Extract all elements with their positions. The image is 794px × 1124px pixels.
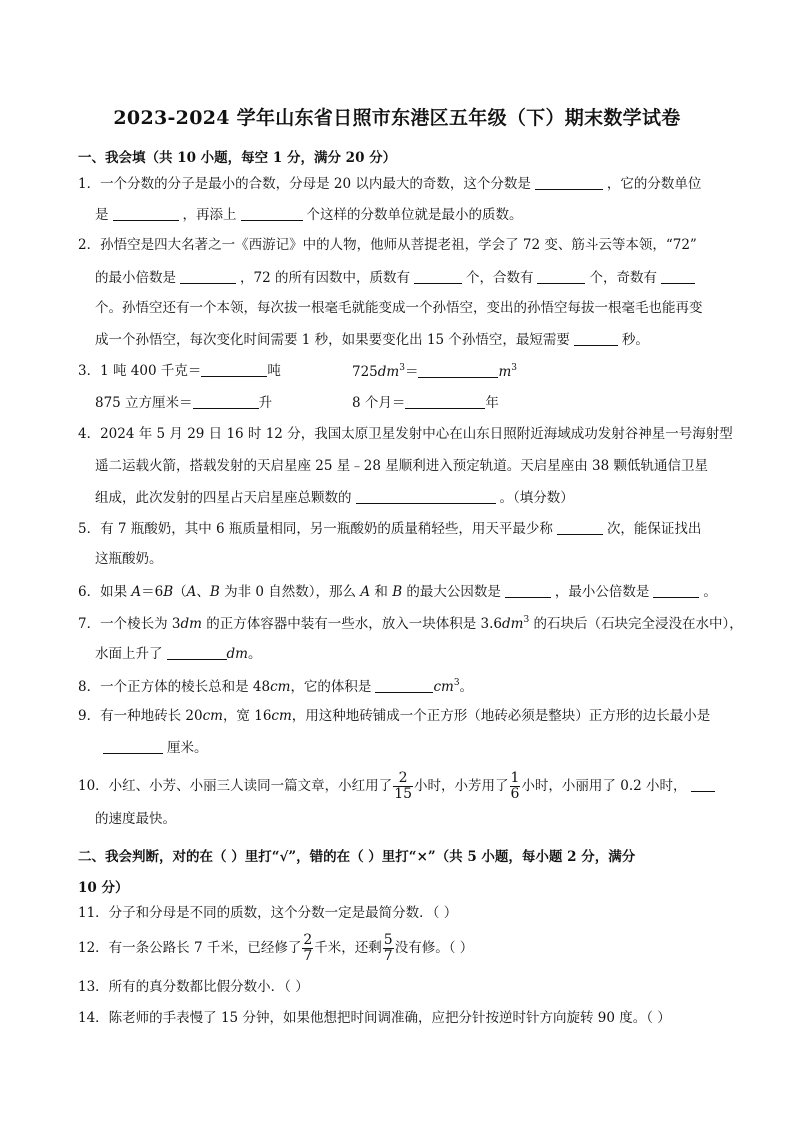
answer-blank[interactable] — [375, 680, 433, 693]
question-14-line: 14．陈老师的手表慢了 15 分钟，如果他想把时间调准确，应把分针按逆时针方向旋转 90 度。（ ） — [78, 1010, 671, 1026]
q2-text-c: ，72 的所有因数中，质数有 — [240, 270, 410, 286]
q1-text-b: ，它的分数单位 — [606, 176, 702, 192]
q2-text-e: 个，奇数有 — [589, 270, 657, 286]
q3-text-c2: 升 — [258, 395, 273, 411]
answer-blank[interactable] — [414, 271, 462, 284]
answer-blank[interactable] — [574, 333, 618, 346]
question-11-line: 11．分子和分母是不同的质数，这个分数一定是最简分数．（ ） — [78, 905, 458, 921]
question-9-line-1 — [78, 710, 710, 724]
answer-blank[interactable] — [537, 271, 585, 284]
unit: cm — [433, 679, 454, 695]
denominator: 7 — [383, 948, 393, 964]
q2-text-d: 个，合数有 — [465, 270, 534, 286]
variable-a: A — [131, 584, 142, 600]
q2-text-g: 成一个孙悟空，每次变化时间需要 1 秒，如果要变化出 15 个孙悟空，最短需要 — [95, 332, 570, 348]
denominator: 6 — [510, 786, 520, 802]
q10-text: 小时，小芳用了 — [414, 778, 509, 794]
fraction — [383, 933, 394, 963]
q6-text: ，最小公倍数是 — [554, 584, 650, 600]
q3-unit: m — [498, 364, 512, 380]
q12-text: 没有修。（ ） — [394, 940, 474, 956]
q6-text: 和 — [370, 584, 393, 600]
variable-b: B — [163, 584, 174, 600]
unit: dm — [180, 616, 202, 632]
q6-text: 、 — [196, 584, 210, 600]
answer-blank[interactable] — [405, 396, 485, 409]
q10-text: 小时，小丽用了 0.2 小时， — [521, 778, 687, 794]
fraction — [302, 933, 313, 963]
numerator: 5 — [383, 932, 393, 949]
answer-blank[interactable] — [113, 208, 179, 221]
q3-text-b1: 725 — [352, 364, 378, 380]
answer-blank[interactable] — [201, 364, 267, 377]
variable-a: A — [360, 584, 371, 600]
q6-text: 为非 0 自然数），那么 — [219, 584, 361, 600]
q3-exponent: 3 — [511, 363, 518, 373]
q9-text: 厘米。 — [167, 740, 208, 756]
q10-text: 10．小红、小芳、小丽三人读同一篇文章，小红用了 — [78, 778, 393, 794]
answer-blank[interactable] — [356, 491, 496, 504]
q3-text-d1: 8 个月＝ — [352, 395, 406, 411]
variable-b: B — [209, 584, 220, 600]
q6-text: 。 — [703, 584, 717, 600]
answer-blank[interactable] — [103, 741, 163, 754]
question-12-line — [78, 932, 473, 964]
answer-blank[interactable] — [180, 271, 236, 284]
question-2-line-2 — [95, 271, 699, 286]
variable-b: B — [392, 584, 403, 600]
question-8-line — [78, 679, 473, 695]
variable-a: A — [186, 584, 197, 600]
answer-blank[interactable] — [653, 585, 699, 598]
question-1-line-1 — [78, 177, 701, 192]
question-13-line: 13．所有的真分数都比假分数小．（ ） — [78, 979, 309, 995]
q9-text: 9．有一种地砖长 20 — [78, 708, 203, 724]
q7-text: 的正方体容器中装有一些水，放入一块体积是 3.6 — [201, 616, 502, 632]
question-7-line-1 — [78, 616, 743, 632]
q1-text-a: 1．一个分数的分子是最小的合数，分母是 20 以内最大的奇数，这个分数是 — [78, 176, 531, 192]
q1-text-e: 个这样的分数单位就是最小的质数。 — [306, 207, 523, 223]
question-2-line-4 — [95, 333, 649, 348]
question-3-row-1-right — [352, 364, 517, 380]
question-4-line-2: 遥二运载火箭，搭载发射的天启星座 25 星﹣28 星顺利进入预定轨道。天启星座由 38 颗低轨通信卫星 — [95, 458, 708, 474]
answer-blank[interactable] — [557, 522, 603, 535]
answer-blank[interactable] — [167, 647, 227, 660]
q6-text: （ — [173, 584, 187, 600]
q6-text: 的最大公因数是 — [402, 584, 501, 600]
question-4-line-3 — [95, 491, 574, 506]
question-5-line-2: 这瓶酸奶。 — [95, 551, 163, 567]
q4-text-c: 组成，此次发射的四星占天启星座总颗数的 — [95, 490, 352, 506]
q6-text: 6．如果 — [78, 584, 132, 600]
numerator: 2 — [393, 771, 413, 787]
section-1-heading: 一、我会填（共 10 小题，每空 1 分，满分 20 分） — [78, 150, 397, 166]
q4-text-d: 。（填分数） — [499, 490, 574, 506]
q1-text-d: ，再添上 — [182, 207, 237, 223]
q2-text-h: 秒。 — [621, 332, 649, 348]
answer-blank[interactable] — [661, 271, 695, 284]
q8-text: ，它的体积是 — [290, 679, 372, 695]
answer-blank[interactable] — [505, 585, 551, 598]
q3-text-a2: 吨 — [267, 363, 281, 379]
question-2-line-1: 2．孙悟空是四大名著之一《西游记》中的人物，他师从菩提老祖，学会了 72 变、筋斗云等本领，“72” — [78, 237, 697, 253]
denominator: 7 — [303, 948, 313, 964]
numerator: 2 — [303, 932, 313, 949]
q7-text: 的石块后（石块完全浸没在水中）， — [529, 616, 743, 632]
q7-text: 7．一个棱长为 3 — [78, 616, 181, 632]
q3-text-d2: 年 — [485, 395, 499, 411]
q12-text: 千米，还剩 — [314, 940, 382, 956]
answer-blank[interactable] — [193, 396, 259, 409]
unit: dm — [502, 616, 524, 632]
question-1-line-2 — [95, 208, 523, 223]
question-2-line-3: 个。孙悟空还有一个本领，每次拔一根毫毛就能变成一个孙悟空，变出的孙悟空每拔一根毫毛也能再变 — [95, 300, 703, 316]
unit: cm — [270, 679, 291, 695]
question-5-line-1 — [78, 522, 701, 537]
numerator: 1 — [510, 770, 520, 787]
answer-blank[interactable] — [241, 208, 303, 221]
question-7-line-2 — [95, 647, 261, 662]
unit: cm — [202, 708, 223, 724]
q6-text: ＝6 — [141, 584, 164, 600]
question-3-row-2-right — [352, 396, 499, 411]
fraction — [510, 771, 521, 801]
question-3-row-1-left — [78, 364, 281, 379]
q3-text-c1: 875 立方厘米＝ — [95, 395, 193, 411]
unit: cm — [271, 708, 292, 724]
question-3-row-2-left — [95, 396, 272, 411]
exponent: 3 — [453, 678, 460, 688]
page-title: 2023-2024 学年山东省日照市东港区五年级（下）期末数学试卷 — [113, 107, 681, 129]
q7-text: 水面上升了 — [95, 646, 163, 662]
question-9-line-2 — [103, 741, 208, 756]
answer-blank[interactable] — [691, 779, 715, 792]
fraction — [393, 771, 413, 801]
question-10-line-1 — [78, 770, 719, 802]
q9-text: ，用这种地砖铺成一个正方形（地砖必须是整块）正方形的边长最小是 — [291, 708, 711, 724]
denominator: 15 — [394, 786, 413, 802]
q8-text: 。 — [459, 679, 474, 695]
q12-text: 12．有一条公路长 7 千米，已经修了 — [78, 940, 302, 956]
unit: dm — [226, 646, 248, 662]
q3-exponent: 3 — [399, 363, 405, 373]
q1-text-c: 是 — [95, 207, 109, 223]
q5-text-a: 5．有 7 瓶酸奶，其中 6 瓶质量相同，另一瓶酸奶的质量稍轻些，用天平最少称 — [78, 521, 553, 537]
q5-text-b: 次，能保证找出 — [606, 521, 702, 537]
question-6-line — [78, 585, 717, 600]
answer-blank[interactable] — [418, 365, 498, 378]
answer-blank[interactable] — [535, 177, 603, 190]
q2-text-b: 的最小倍数是 — [95, 270, 176, 286]
q9-text: ，宽 16 — [222, 708, 272, 724]
q7-text: 。 — [247, 646, 262, 662]
section-2-heading: 二、我会判断，对的在（ ）里打“√”，错的在（ ）里打“×”（共 5 小题，每小题 2 分，满分 — [78, 849, 636, 865]
q3-text-a1: 3．1 吨 400 千克＝ — [78, 363, 202, 379]
question-10-line-2: 的速度最快。 — [95, 811, 176, 827]
q3-unit: dm — [377, 364, 400, 380]
section-2-heading-cont: 10 分） — [78, 880, 129, 896]
q8-text: 8．一个正方体的棱长总和是 48 — [78, 679, 271, 695]
q3-text-b2: ＝ — [404, 364, 419, 380]
exponent: 3 — [523, 615, 530, 625]
question-4-line-1: 4．2024 年 5 月 29 日 16 时 12 分，我国太原卫星发射中心在山东日照附近海域成功发射谷神星一号海射型 — [78, 426, 733, 442]
